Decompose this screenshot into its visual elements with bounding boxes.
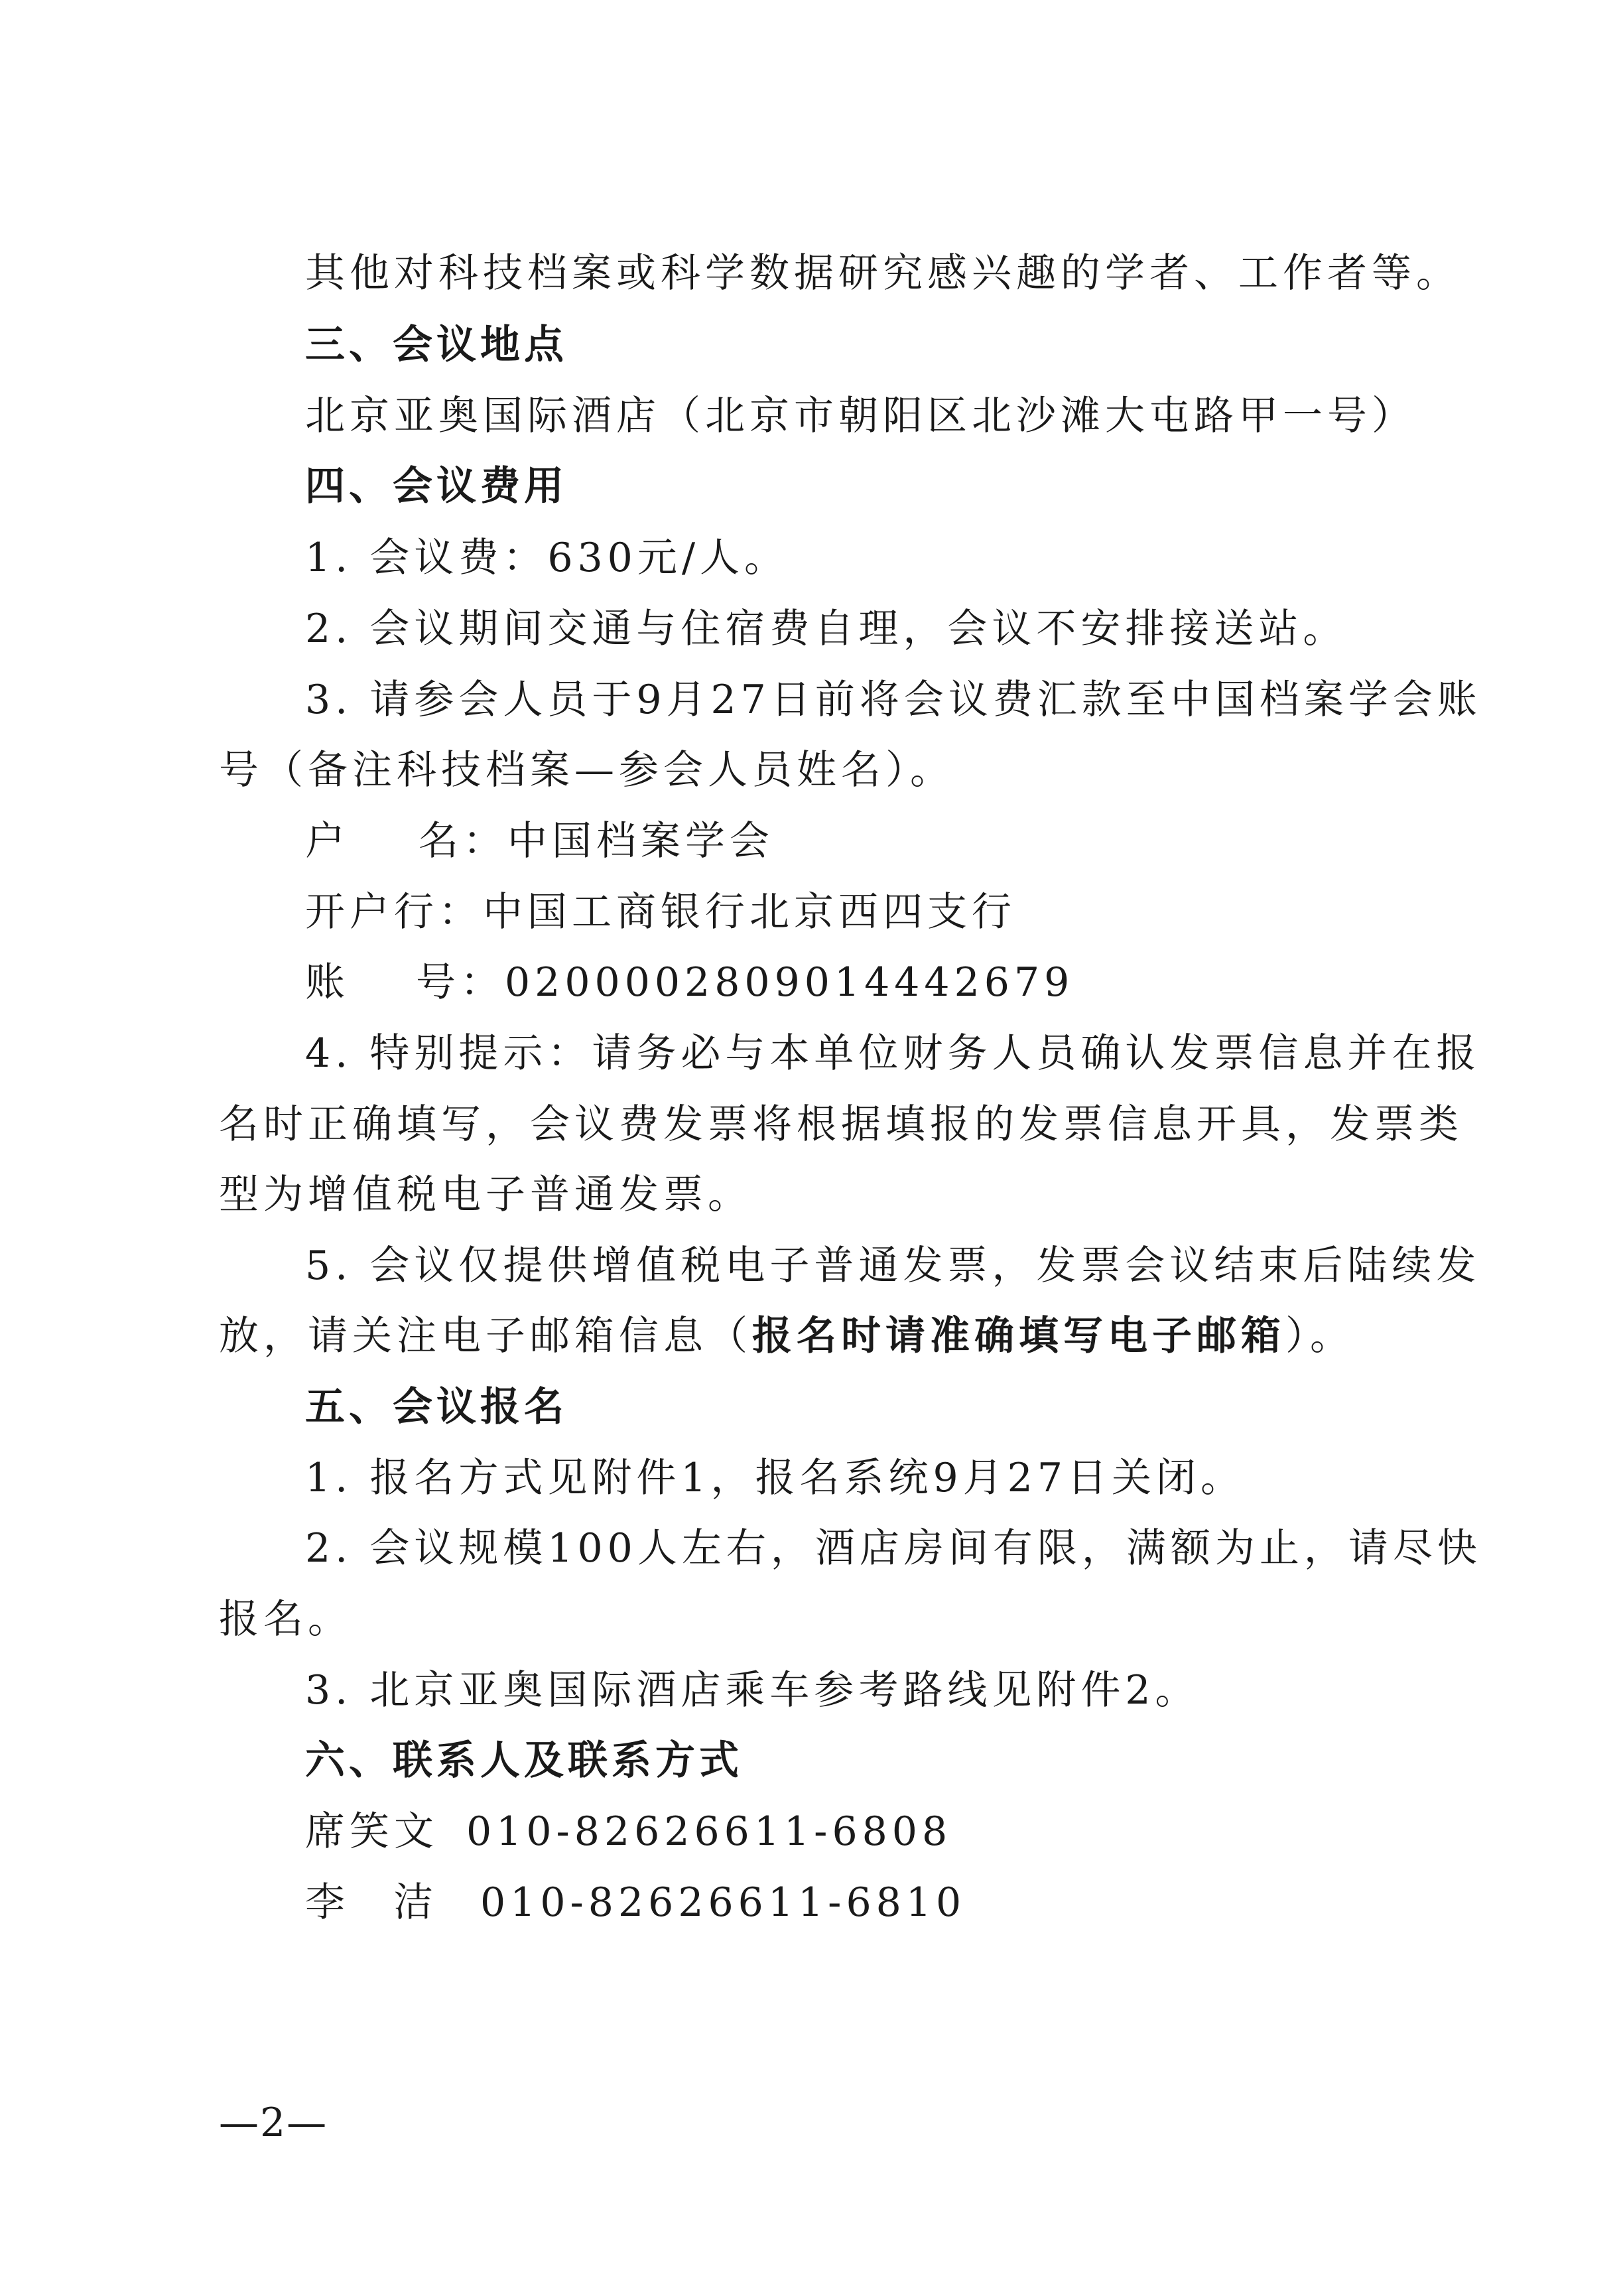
account-number xyxy=(305,959,1074,1006)
contact-2-name-b: 洁 xyxy=(393,1879,438,1926)
venue-address: 北京亚奥国际酒店（北京市朝阳区北沙滩大屯路甲一号） xyxy=(305,393,1416,439)
contact-2-phone: 010-82626611-6810 xyxy=(480,1879,966,1926)
fee-item-5: 5. 会议仅提供增值税电子普通发票，发票会议结束后陆续发 xyxy=(305,1243,1481,1289)
section-heading-fees: 四、会议费用 xyxy=(305,463,568,509)
page-number: —2— xyxy=(219,2100,328,2146)
contact-1-phone: 010-82626611-6808 xyxy=(466,1808,952,1855)
section-heading-venue: 三、会议地点 xyxy=(305,322,568,368)
email-reminder-bold: 报名时请准确填写电子邮箱 xyxy=(752,1313,1285,1359)
registration-item-3: 3. 北京亚奥国际酒店乘车参考路线见附件2。 xyxy=(305,1667,1200,1714)
contact-2 xyxy=(305,1879,966,1926)
section-heading-contacts: 六、联系人及联系方式 xyxy=(305,1737,743,1784)
fee-item-3: 3. 请参会人员于9月27日前将会议费汇款至中国档案学会账 xyxy=(305,677,1482,723)
fee-item-2: 2. 会议期间交通与住宿费自理，会议不安排接送站。 xyxy=(305,606,1348,652)
fee-item-4: 4. 特别提示：请务必与本单位财务人员确认发票信息并在报 xyxy=(305,1030,1481,1077)
fee-item-5-end: ）。 xyxy=(1285,1313,1354,1359)
fee-item-5-continued xyxy=(219,1313,1354,1359)
account-number-value: 号：0200002809014442679 xyxy=(416,959,1074,1006)
account-name-label-a: 户 xyxy=(305,818,350,864)
fee-item-1: 1. 会议费：630元/人。 xyxy=(305,535,789,581)
fee-item-5-text: 放，请关注电子邮箱信息（ xyxy=(219,1313,752,1359)
account-name-value: 名：中国档案学会 xyxy=(419,818,774,864)
contact-1-name: 席笑文 xyxy=(305,1808,438,1855)
registration-item-1: 1. 报名方式见附件1，报名系统9月27日关闭。 xyxy=(305,1455,1246,1501)
section-heading-registration: 五、会议报名 xyxy=(305,1384,568,1430)
fee-item-4-continued-2: 型为增值税电子普通发票。 xyxy=(219,1172,752,1218)
account-bank: 开户行：中国工商银行北京西四支行 xyxy=(305,889,1016,935)
registration-item-2-continued: 报名。 xyxy=(219,1596,352,1643)
fee-item-3-continued: 号（备注科技档案—参会人员姓名）。 xyxy=(219,747,954,793)
account-number-label-a: 账 xyxy=(305,959,350,1006)
contact-2-name-a: 李 xyxy=(305,1879,350,1926)
paragraph-line: 其他对科技档案或科学数据研究感兴趣的学者、工作者等。 xyxy=(305,250,1461,297)
contact-1 xyxy=(305,1808,952,1855)
registration-item-2: 2. 会议规模100人左右，酒店房间有限，满额为止，请尽快 xyxy=(305,1525,1482,1572)
fee-item-4-continued-1: 名时正确填写，会议费发票将根据填报的发票信息开具，发票类 xyxy=(219,1101,1463,1148)
account-name xyxy=(305,818,774,864)
